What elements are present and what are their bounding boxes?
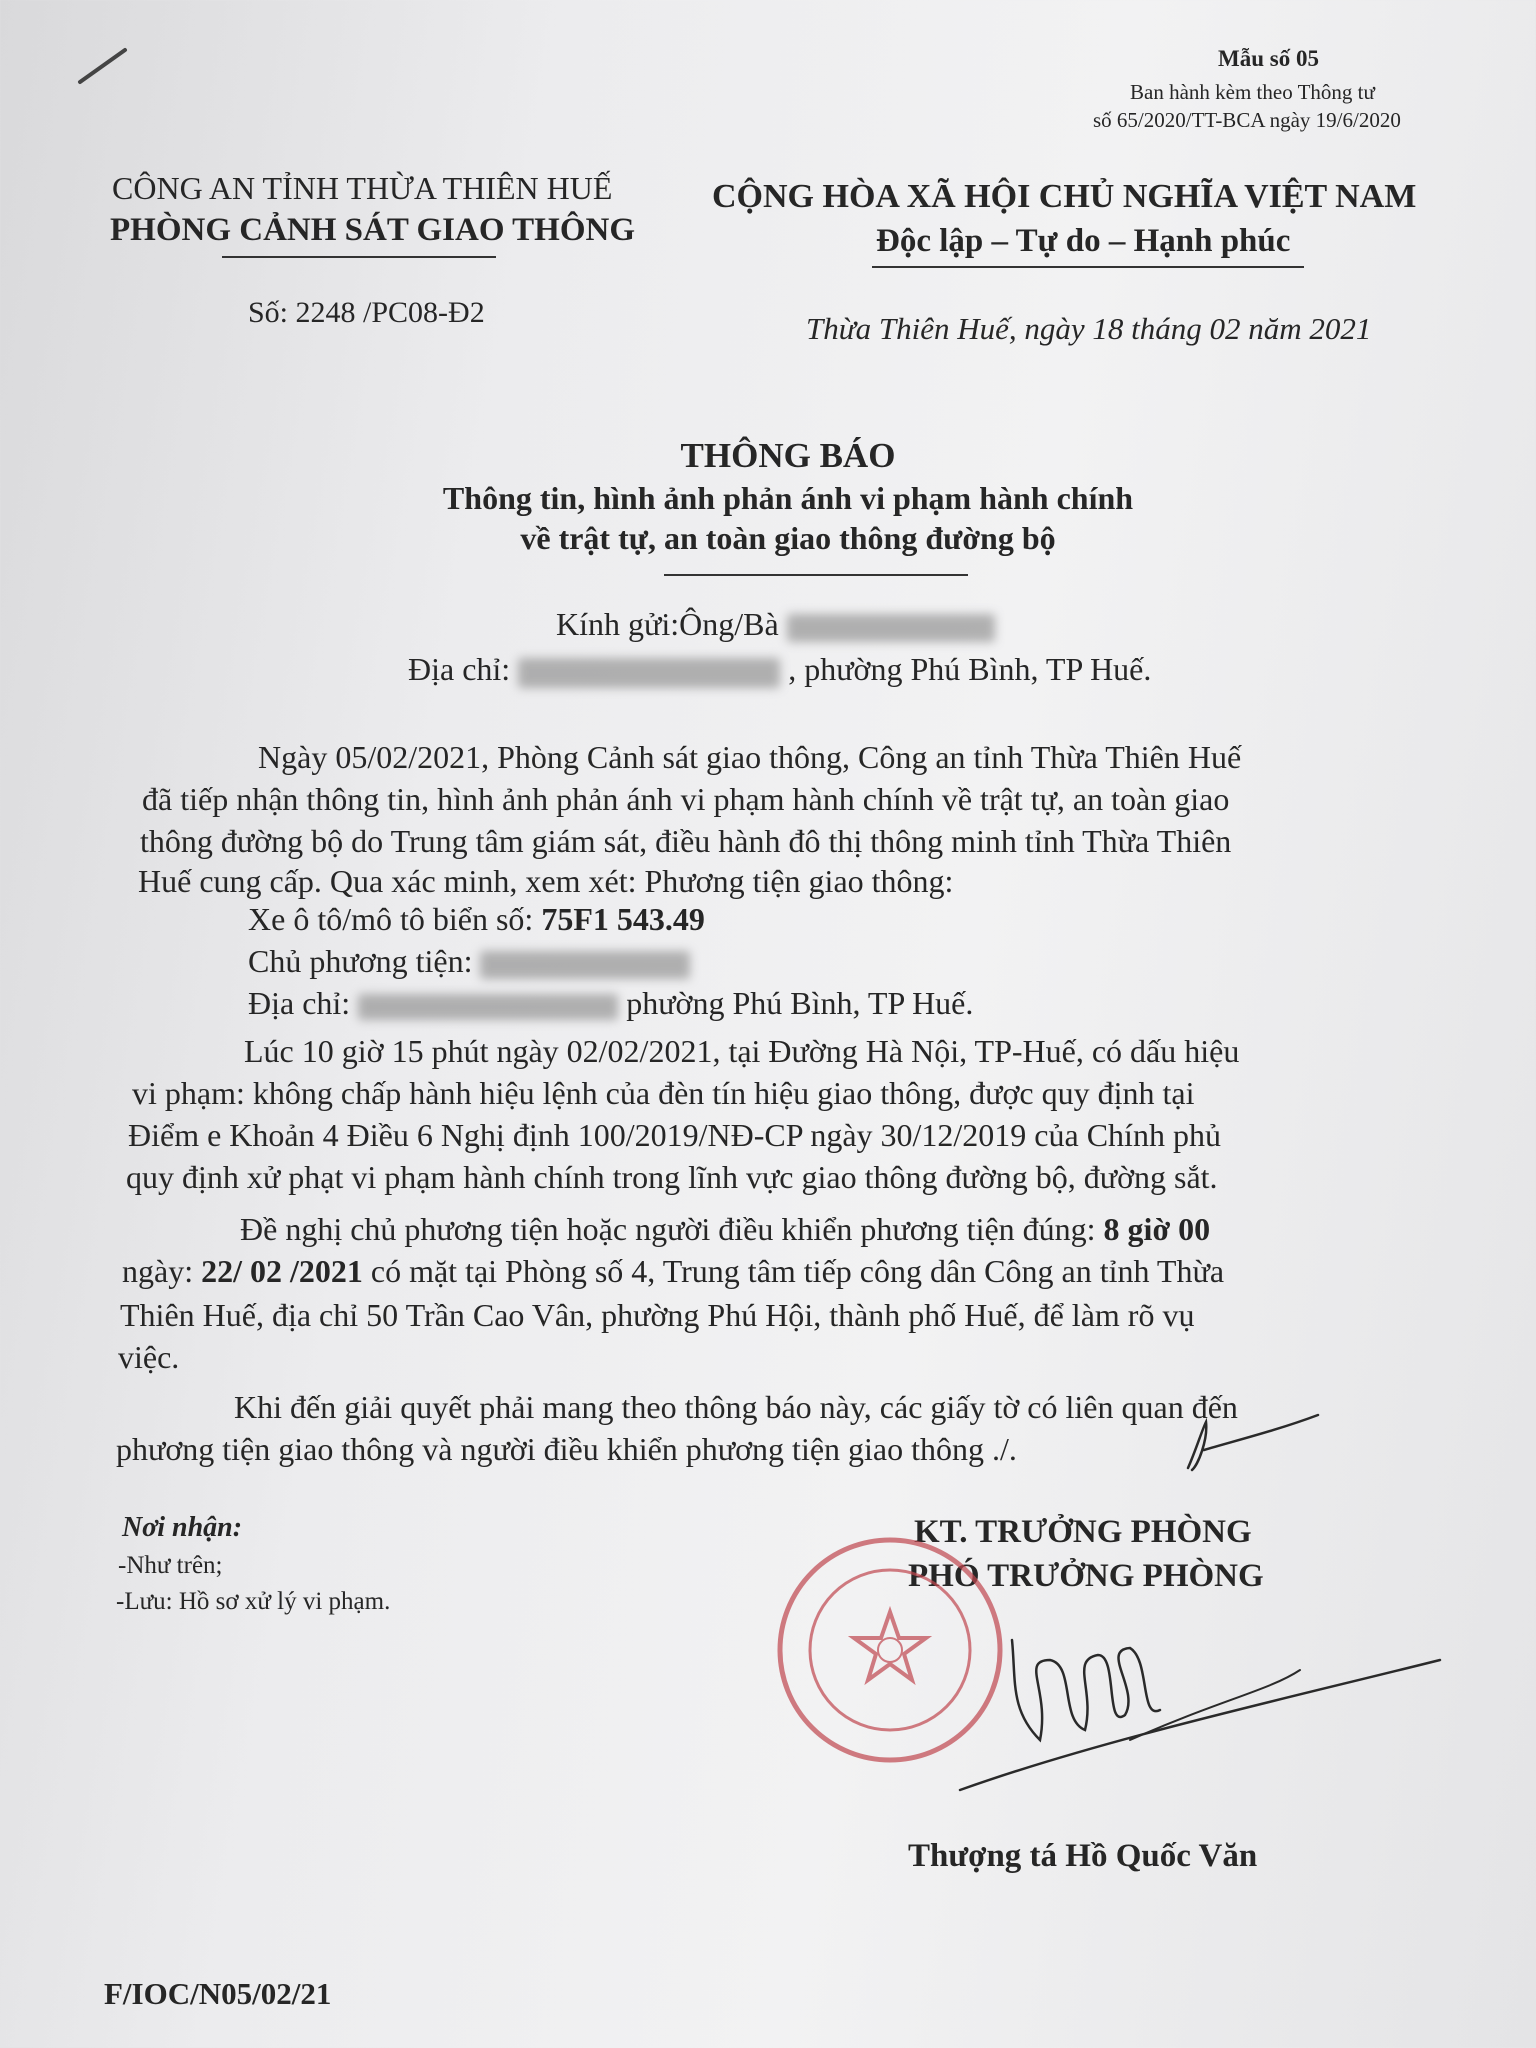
p4-line-2: phương tiện giao thông và người điều khiển phương tiện giao thông ./. <box>116 1431 1017 1467</box>
notice-subtitle-2: về trật tự, an toàn giao thông đường bộ <box>520 520 1056 556</box>
p1-line-2: đã tiếp nhận thông tin, hình ảnh phản ánh vi phạm hành chính về trật tự, an toàn giao <box>142 781 1230 817</box>
p3-line-3: Thiên Huế, địa chỉ 50 Trần Cao Vân, phường Phú Hội, thành phố Huế, để làm rõ vụ <box>120 1297 1195 1333</box>
issuer-line-1: CÔNG AN TỈNH THỪA THIÊN HUẾ <box>112 170 613 206</box>
reference-label: Số: <box>248 296 289 329</box>
notice-subtitle-1: Thông tin, hình ảnh phản ánh vi phạm hành chính <box>442 480 1134 516</box>
p2-line-2: vi phạm: không chấp hành hiệu lệnh của đèn tín hiệu giao thông, được quy định tại <box>132 1075 1195 1111</box>
owner-address-label: Địa chỉ: <box>248 985 351 1021</box>
signer-name: Thượng tá Hồ Quốc Văn <box>908 1838 1258 1874</box>
footer-code: F/IOC/N05/02/21 <box>104 1976 332 2011</box>
address-tail: , phường Phú Bình, TP Huế. <box>788 651 1152 687</box>
place-date: Thừa Thiên Huế, ngày 18 tháng 02 năm 2021 <box>806 311 1372 346</box>
owner-address-line <box>248 982 973 1025</box>
p1-line-1: Ngày 05/02/2021, Phòng Cảnh sát giao thông, Công an tỉnh Thừa Thiên Huế <box>258 739 1242 775</box>
p3-line-4: việc. <box>118 1339 180 1375</box>
recipients-item-1: -Như trên; <box>118 1552 223 1579</box>
recipients-item-2: -Lưu: Hồ sơ xử lý vi phạm. <box>116 1588 391 1615</box>
appointment-time: 8 giờ 00 <box>1103 1211 1211 1247</box>
reference-value: 2248 /PC08-Đ2 <box>295 296 485 329</box>
appointment-date: 22/ 02 /2021 <box>201 1253 363 1289</box>
national-title: CỘNG HÒA XÃ HỘI CHỦ NGHĨA VIỆT NAM <box>712 178 1417 215</box>
p1-line-3: thông đường bộ do Trung tâm giám sát, điều hành đô thị thông minh tỉnh Thừa Thiên <box>140 823 1232 859</box>
redacted-address <box>518 658 780 688</box>
redacted-owner <box>480 951 690 979</box>
p2-line-1: Lúc 10 giờ 15 phút ngày 02/02/2021, tại Đường Hà Nội, TP-Huế, có dấu hiệu <box>244 1033 1240 1069</box>
pen-mark <box>75 40 135 90</box>
redacted-owner-address <box>358 994 618 1020</box>
p3-line-1 <box>240 1208 1210 1251</box>
motto-underline <box>872 266 1304 268</box>
address-label: Địa chỉ: <box>408 651 511 687</box>
initial-scribble <box>1168 1410 1328 1480</box>
redacted-name <box>787 614 995 642</box>
recipient-address <box>408 648 1151 691</box>
p3-line-1-text: Đề nghị chủ phương tiện hoặc người điều khiển phương tiện đúng: <box>240 1211 1096 1247</box>
vehicle-line <box>248 898 705 941</box>
owner-line <box>248 940 690 983</box>
notice-heading: THÔNG BÁO <box>680 436 896 475</box>
reference-number <box>248 296 485 330</box>
p1-line-4: Huế cung cấp. Qua xác minh, xem xét: Phương tiện giao thông: <box>138 863 954 899</box>
national-motto: Độc lập – Tự do – Hạnh phúc <box>876 223 1291 259</box>
signature-line-1: KT. TRƯỞNG PHÒNG <box>914 1514 1252 1550</box>
p3-day-label: ngày: <box>122 1253 194 1289</box>
vehicle-label: Xe ô tô/mô tô biển số: <box>248 901 534 937</box>
owner-address-tail: phường Phú Bình, TP Huế. <box>626 985 974 1021</box>
greeting-label: Kính gửi:Ông/Bà <box>556 606 779 642</box>
owner-label: Chủ phương tiện: <box>248 943 473 979</box>
recipients-heading: Nơi nhận: <box>122 1512 243 1543</box>
license-plate: 75F1 543.49 <box>541 901 705 937</box>
p2-line-3: Điểm e Khoản 4 Điều 6 Nghị định 100/2019/NĐ-CP ngày 30/12/2019 của Chính phủ <box>128 1117 1221 1153</box>
form-number: Mẫu số 05 <box>1218 46 1319 71</box>
form-circular: số 65/2020/TT-BCA ngày 19/6/2020 <box>1093 108 1401 132</box>
p2-line-4: quy định xử phạt vi phạm hành chính trong lĩnh vực giao thông đường bộ, đường sắt. <box>126 1159 1218 1195</box>
p3-line-2-rest: có mặt tại Phòng số 4, Trung tâm tiếp công dân Công an tỉnh Thừa <box>370 1253 1225 1289</box>
issuer-line-2: PHÒNG CẢNH SÁT GIAO THÔNG <box>110 212 636 248</box>
p4-line-1: Khi đến giải quyết phải mang theo thông báo này, các giấy tờ có liên quan đến <box>234 1389 1238 1425</box>
signature-line-2: PHÓ TRƯỞNG PHÒNG <box>908 1558 1264 1594</box>
form-issued-with: Ban hành kèm theo Thông tư <box>1130 80 1375 104</box>
heading-underline <box>664 574 968 576</box>
handwritten-signature <box>900 1620 1460 1800</box>
recipient-greeting <box>556 603 995 646</box>
p3-line-2 <box>122 1250 1224 1293</box>
issuer-underline <box>222 256 496 258</box>
